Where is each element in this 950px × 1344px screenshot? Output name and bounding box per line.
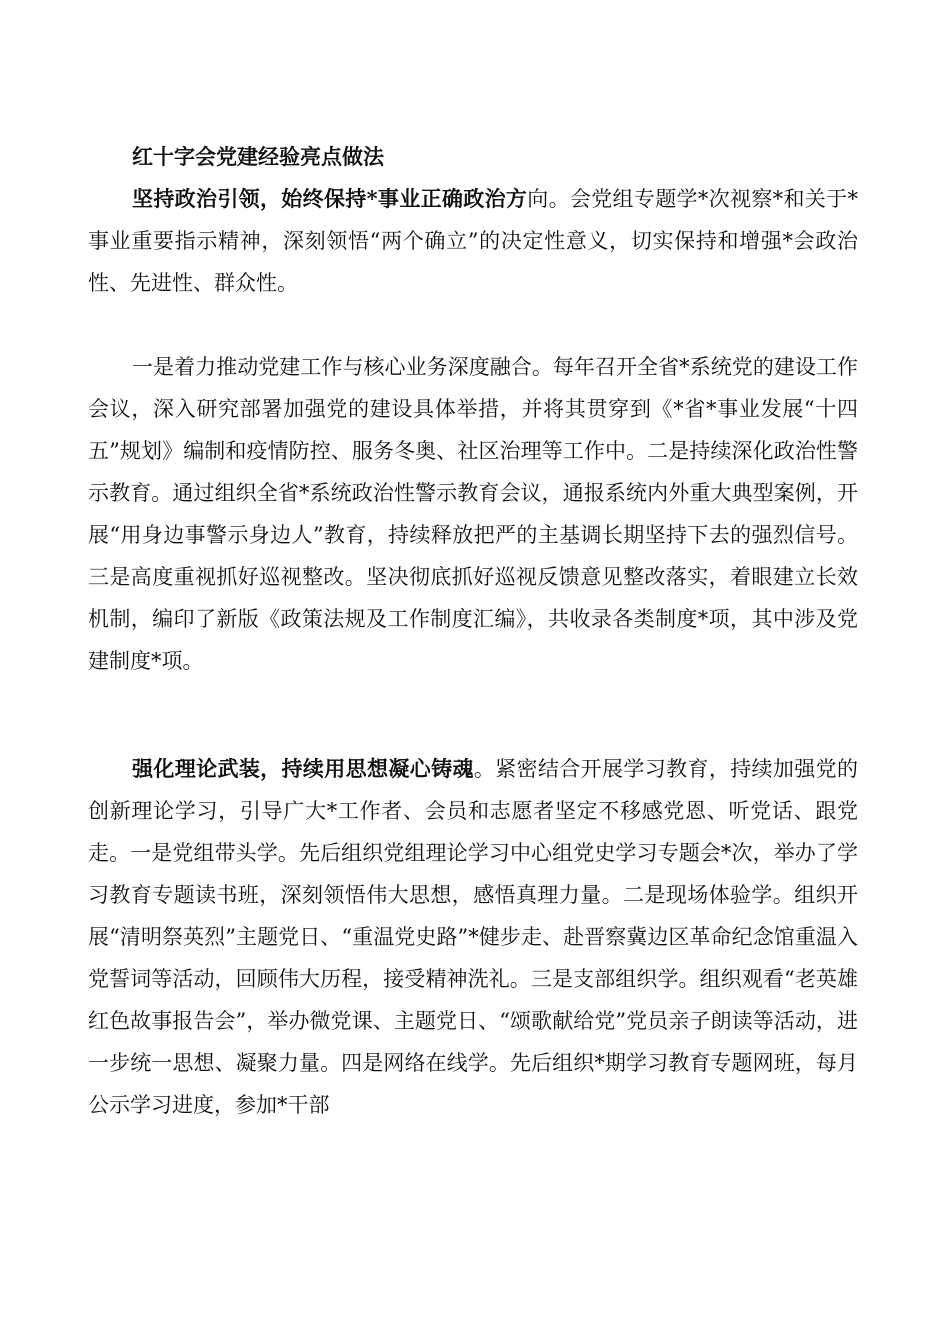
paragraph-body: 向。会党组专题学*次视察*和关于*事业重要指示精神，深刻领悟“两个确立”的决定性意义，切实保持和增强*会政治性、先进性、群众性。 [88,187,858,295]
paragraph-theoretical-study [88,748,858,1126]
paragraph-body: 。紧密结合开展学习教育，持续加强党的创新理论学习，引导广大*工作者、会员和志愿者坚定不移感党恩、听党话、跟党走。一是党组带头学。先后组织党组理论学习中心组党史学习专题会*次，举办了学习教育专题读书班，深刻领悟伟大思想，感悟真理力量。二是现场体验学。组织开展“清明祭英烈”主题党日、“重温党史路”*健步走、赴晋察冀边区革命纪念馆重温入党誓词等活动，回顾伟大历程，接受精神洗礼。三是支部组织学。组织观看“老英雄红色故事报告会”，举办微党课、主题党日、“颂歌献给党”党员亲子朗读等活动，进一步统一思想、凝聚力量。四是网络在线学。先后组织*期学习教育专题网班，每月公示学习进度，参加*干部 [88,757,859,1117]
paragraph-party-building-measures: 一是着力推动党建工作与核心业务深度融合。每年召开全省*系统党的建设工作会议，深入研究部署加强党的建设具体举措，并将其贯穿到《*省*事业发展“十四五”规划》编制和疫情防控、服务冬奥、社区治理等工作中。二是持续深化政治性警示教育。通过组织全省*系统政治性警示教育会议，通报系统内外重大典型案例，开展“用身边事警示身边人”教育，持续释放把严的主基调长期坚持下去的强烈信号。三是高度重视抓好巡视整改。坚决彻底抓好巡视反馈意见整改落实，着眼建立长效机制，编印了新版《政策法规及工作制度汇编》，共收录各类制度*项，其中涉及党建制度*项。 [88,355,858,673]
paragraph-heading: 坚持政治引领，始终保持*事业正确政治方 [132,186,528,211]
paragraph-heading: 强化理论武装，持续用思想凝心铸魂 [132,756,474,781]
paragraph-political-leadership [88,178,858,304]
document-title: 红十字会党建经验亮点做法 [132,144,384,169]
